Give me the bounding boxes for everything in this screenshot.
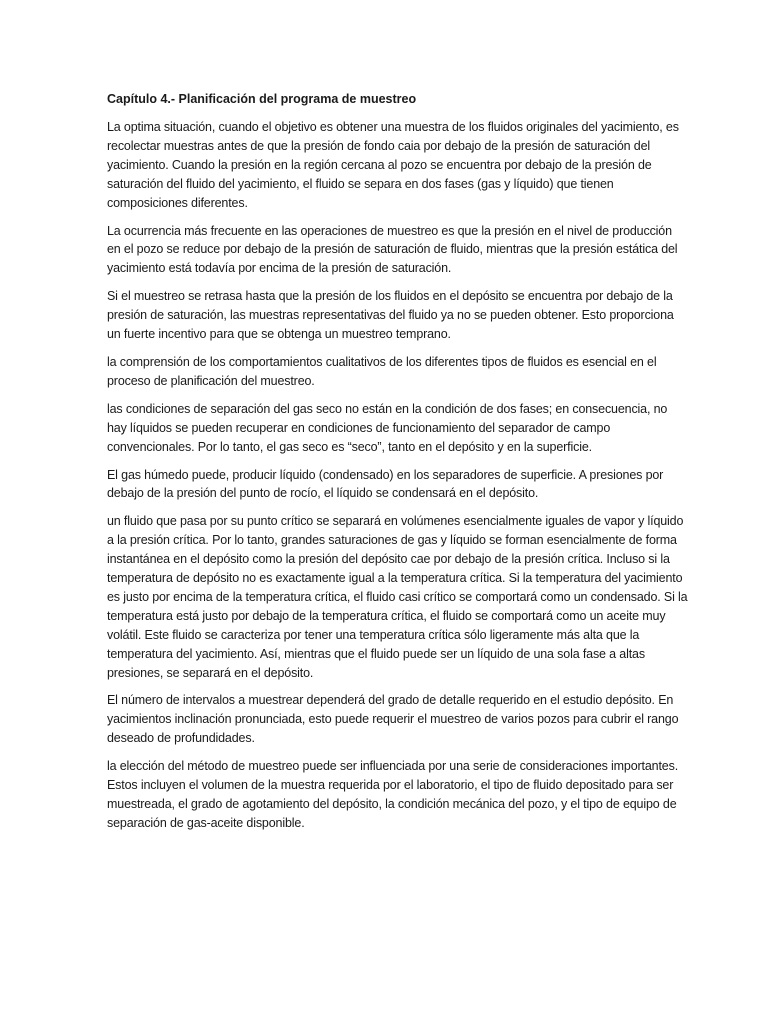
paragraph-3: Si el muestreo se retrasa hasta que la presión de los fluidos en el depósito se encuentra por debajo de la presión de saturación, las muestras representativas del fluido ya no se pueden obtener. Esto proporciona un fuerte incentivo para que se obtenga un muestreo temprano.	[107, 289, 674, 342]
paragraph-1: La optima situación, cuando el objetivo es obtener una muestra de los fluidos originales del yacimiento, es recolectar muestras antes de que la presión de fondo caia por debajo de la presión de saturación del yacimiento. Cuando la presión en la región cercana al pozo se encuentra por debajo de la presión de saturación del fluido del yacimiento, el fluido se separa en dos fases (gas y líquido) que tienen composiciones diferentes.	[107, 120, 679, 210]
paragraph-7: un fluido que pasa por su punto crítico se separará en volúmenes esencialmente iguales de vapor y líquido a la presión crítica. Por lo tanto, grandes saturaciones de gas y líquido se forman esencialmente de forma instantánea en el depósito como la presión del depósito cae por debajo de la presión crítica. Incluso si la temperatura de depósito no es exactamente igual a la temperatura crítica. Si la temperatura del yacimiento es justo por encima de la temperatura crítica, el fluido casi crítico se comportará como un condensado. Si la temperatura está justo por debajo de la temperatura crítica, el fluido se comportará como un aceite muy volátil. Este fluido se caracteriza por tener una temperatura crítica sólo ligeramente más alta que la temperatura del yacimiento. Así, mientras que el fluido puede ser un líquido de una sola fase a altas presiones, se separará en el depósito.	[107, 514, 688, 680]
paragraph-6: El gas húmedo puede, producir líquido (condensado) en los separadores de superficie. A presiones por debajo de la presión del punto de rocío, el líquido se condensará en el depósito.	[107, 467, 664, 501]
paragraph-9: la elección del método de muestreo puede ser influenciada por una serie de consideraciones importantes. Estos incluyen el volumen de la muestra requerida por el laboratorio, el tipo de fluido depositado para ser muestreada, el grado de agotamiento del depósito, la condición mecánica del pozo, y el tipo de equipo de separación de gas-aceite disponible.	[107, 759, 679, 830]
paragraph-4: la comprensión de los comportamientos cualitativos de los diferentes tipos de fluidos es esencial en el proceso de planificación del muestreo.	[107, 354, 657, 388]
paragraph-2: La ocurrencia más frecuente en las operaciones de muestreo es que la presión en el nivel de producción en el pozo se reduce por debajo de la presión de saturación de fluido, mientras que la presión estática del yacimiento está todavía por encima de la presión de saturación.	[107, 223, 678, 276]
paragraph-8: El número de intervalos a muestrear dependerá del grado de detalle requerido en el estudio depósito. En yacimientos inclinación pronunciada, esto puede requerir el muestreo de varios pozos para cubrir el rango deseado de profundidades.	[107, 693, 679, 746]
paragraph-5: las condiciones de separación del gas seco no están en la condición de dos fases; en consecuencia, no hay líquidos se pueden recuperar en condiciones de funcionamiento del separador de campo convencionales. Por lo tanto, el gas seco es “seco”, tanto en el depósito y en la superficie.	[107, 401, 668, 454]
chapter-title: Capítulo 4.- Planificación del programa de muestreo	[107, 92, 417, 106]
